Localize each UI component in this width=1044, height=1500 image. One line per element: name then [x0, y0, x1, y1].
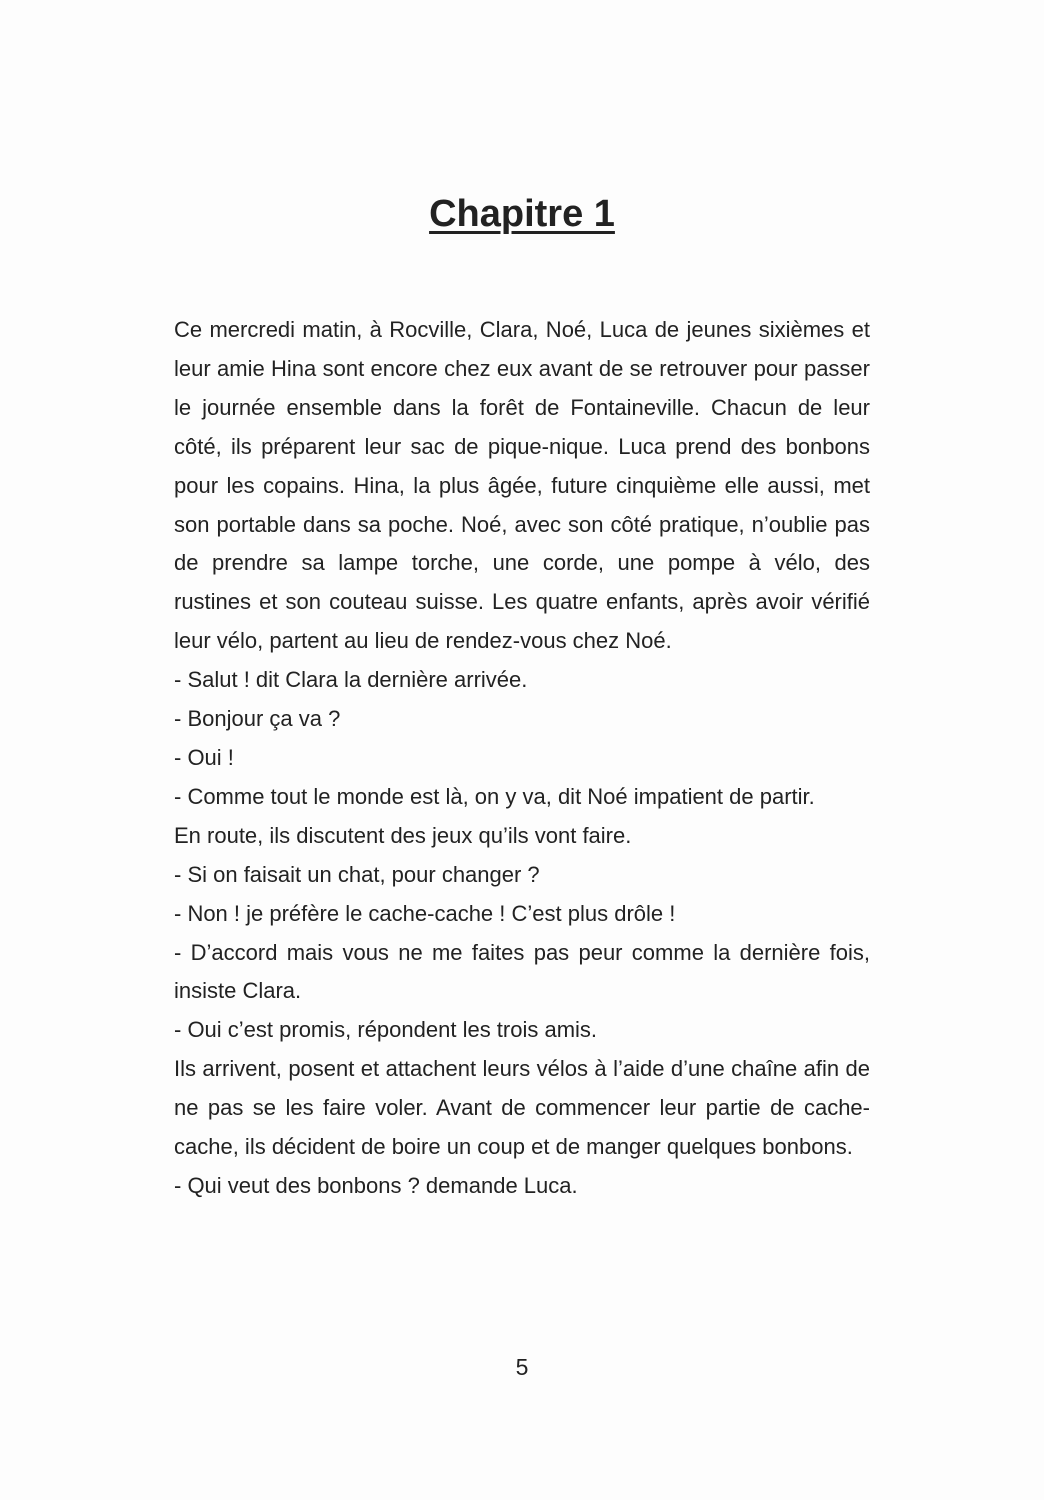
- dialogue-line: - Non ! je préfère le cache-cache ! C’est plus drôle !: [174, 900, 676, 926]
- dialogue-line: - Oui c’est promis, répondent les trois amis.: [174, 1017, 598, 1043]
- dialogue-line: - Oui !: [174, 744, 234, 770]
- dialogue-line: - Bonjour ça va ?: [174, 706, 341, 732]
- dialogue-line: - Comme tout le monde est là, on y va, dit Noé impatient de partir.: [174, 783, 815, 809]
- chapter-body: [174, 311, 870, 1206]
- narration-line: En route, ils discutent des jeux qu’ils vont faire.: [174, 822, 632, 848]
- paragraph-intro: Ce mercredi matin, à Rocville, Clara, Noé, Luca de jeunes sixièmes et leur amie Hina sont encore chez eux avant de se retrouver pour passer le journée ensemble dans la forêt de Fontaineville. Chacun de leur côté, ils préparent leur sac de pique-nique. Luca prend des bonbons pour les copains. Hina, la plus âgée, future cinquième elle aussi, met son portable dans sa poche. Noé, avec son côté pratique, n’oublie pas de prendre sa lampe torche, une corde, une pompe à vélo, des rustines et son couteau suisse. Les quatre enfants, après avoir vérifié leur vélo, partent au lieu de rendez-vous chez Noé.: [174, 317, 870, 654]
- dialogue-line: - Si on faisait un chat, pour changer ?: [174, 861, 540, 887]
- dialogue-line: - D’accord mais vous ne me faites pas peur comme la dernière fois, insiste Clara.: [174, 939, 870, 1004]
- paragraph-arrival: Ils arrivent, posent et attachent leurs vélos à l’aide d’une chaîne afin de ne pas se les faire voler. Avant de commencer leur partie de cache-cache, ils décident de boire un coup et de manger quelques bonbons.: [174, 1056, 870, 1160]
- dialogue-line: - Salut ! dit Clara la dernière arrivée.: [174, 667, 528, 693]
- dialogue-line: - Qui veut des bonbons ? demande Luca.: [174, 1172, 578, 1198]
- chapter-title-text: Chapitre 1: [429, 193, 615, 235]
- chapter-title: [0, 188, 1044, 240]
- page-number: 5: [515, 1354, 529, 1380]
